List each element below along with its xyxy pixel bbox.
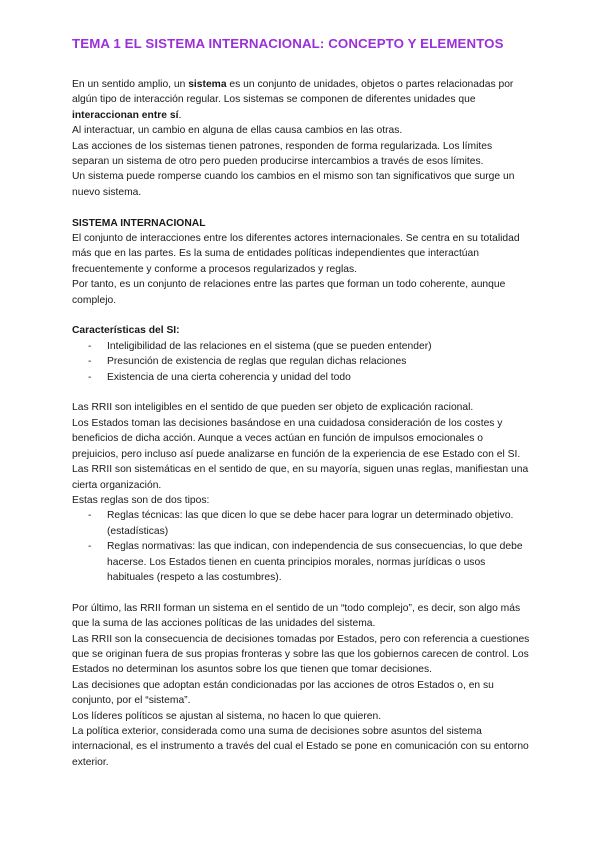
intro-bold-sistema: sistema: [188, 79, 227, 90]
list-item: - Existencia de una cierta coherencia y unidad del todo: [88, 370, 532, 385]
caracteristicas-list: [72, 339, 532, 385]
intro-paragraph-4: Un sistema puede romperse cuando los cambios en el mismo son tan significativos que surge un nuevo sistema.: [72, 171, 515, 198]
intro-text-e: .: [178, 109, 182, 121]
final-paragraph-3: Las decisiones que adoptan están condicionadas por las acciones de otros Estados o, en su conjunto, por el “sistema”.: [72, 679, 494, 707]
final-paragraph-2: Las RRII son la consecuencia de decisiones tomadas por Estados, pero con referencia a cuestiones que se originan fuera de sus propias fronteras y sobre las que los gobiernos carecen de control. Los Estados no determinan los asuntos sobre los que tienen que tomar decisiones.: [72, 633, 530, 676]
intro-paragraph-2: Al interactuar, un cambio en alguna de ellas causa cambios en las otras.: [72, 125, 403, 137]
document-page: [72, 36, 532, 770]
final-paragraph-4: Los líderes políticos se ajustan al sistema, no hacen lo que quieren.: [72, 710, 382, 722]
intro-paragraph-1: [72, 77, 532, 123]
final-paragraph-1: Por último, las RRII forman un sistema en el sentido de un “todo complejo”, es decir, son algo más que la suma de las acciones políticas de las unidades del sistema.: [72, 602, 521, 630]
si-paragraph-2: Por tanto, es un conjunto de relaciones entre las partes que forman un todo coherente, aunque complejo.: [72, 279, 506, 306]
rrii-paragraph-2: Los Estados toman las decisiones basándose en una cuidadosa consideración de los costes y beneficios de dicha acción. Aunque a veces actúan en función de impulsos emocionales o prejuicios, pero incluso así puede analizarse en función de la experiencia de ese Estado con el SI.: [72, 417, 521, 460]
caracteristicas-heading: Características del SI:: [72, 325, 180, 337]
rrii-paragraph-4: Estas reglas son de dos tipos:: [72, 494, 210, 506]
si-heading: SISTEMA INTERNACIONAL: [72, 217, 206, 229]
list-item: - Inteligibilidad de las relaciones en el sistema (que se pueden entender): [88, 339, 532, 354]
si-paragraph-1: El conjunto de interacciones entre los diferentes actores internacionales. Se centra en su totalidad más que en las partes. Es la suma de entidades políticas independientes que interactúan frecuentemente y conforme a procesos regularizados y reglas.: [72, 233, 520, 275]
rrii-paragraph-1: Las RRII son inteligibles en el sentido de que pueden ser objeto de explicación racional.: [72, 402, 474, 414]
intro-text-c: es un conjunto de unidades, objetos o partes relacionadas por algún tipo de interacción regular. Los sistemas se componen de diferentes unidades que: [72, 79, 514, 106]
list-item: - Reglas técnicas: las que dicen lo que se debe hacer para lograr un determinado objetivo. (estadísticas): [88, 508, 532, 539]
intro-text-a: En un sentido amplio, un: [72, 79, 189, 90]
list-item: - Reglas normativas: las que indican, con independencia de sus consecuencias, lo que debe hacerse. Los Estados tienen en cuenta principios morales, normas jurídicas o usos habituales (respeto a las costumbres).: [88, 539, 532, 585]
final-paragraph-5: La política exterior, considerada como una suma de decisiones sobre asuntos del sistema internacional, es el instrumento a través del cual el Estado se pone en comunicación con su entorno exterior.: [72, 726, 529, 768]
intro-paragraph-3: Las acciones de los sistemas tienen patrones, responden de forma regularizada. Los límites separan un sistema de otro pero pueden producirse intercambios a través de esos límites.: [72, 140, 493, 168]
list-item: - Presunción de existencia de reglas que regulan dichas relaciones: [88, 354, 532, 369]
document-title: TEMA 1 EL SISTEMA INTERNACIONAL: CONCEPTO Y ELEMENTOS: [72, 36, 504, 51]
intro-bold-interaccionan: interaccionan entre sí: [72, 109, 179, 121]
reglas-list: [72, 508, 532, 585]
rrii-paragraph-3: Las RRII son sistemáticas en el sentido de que, en su mayoría, siguen unas reglas, manifiestan una cierta organización.: [72, 464, 529, 491]
